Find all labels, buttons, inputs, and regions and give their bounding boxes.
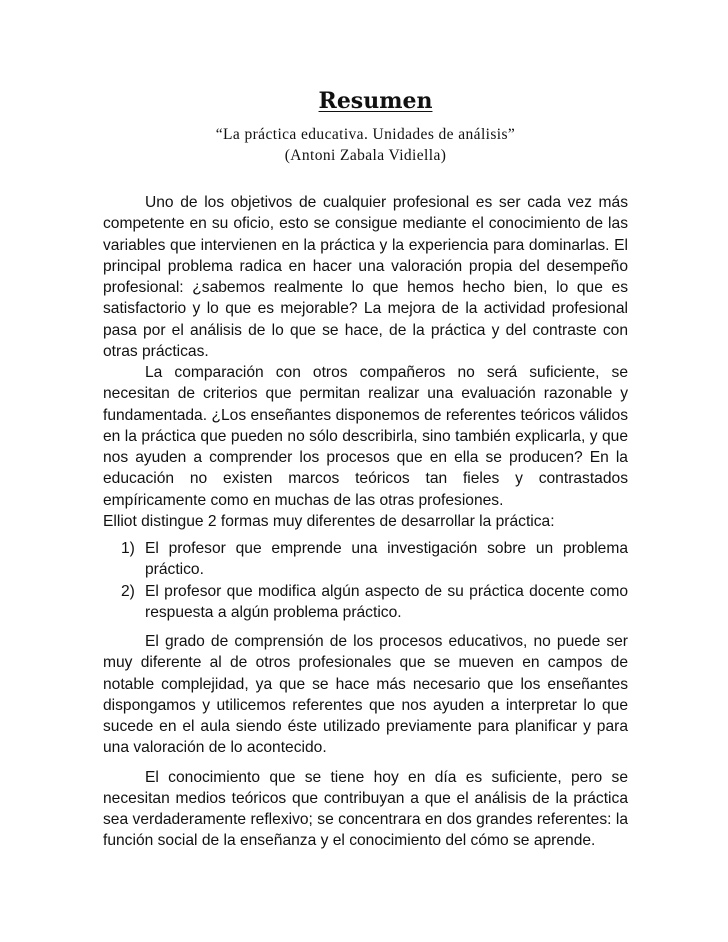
document-subtitle-author: (Antoni Zabala Vidiella) [284,147,447,164]
list-item-text: El profesor que emprende una investigación sobre un problema práctico. [145,540,628,579]
list-item-number: 1) [121,540,135,557]
paragraph-knowledge: El conocimiento que se tiene hoy en día es suficiente, pero se necesitan medios teóricos que contribuyan a que el análisis de la práctica sea verdaderamente reflexivo; se concentrara en dos grandes referentes: la función social de la enseñanza y el conocimiento del cómo se aprende. [103,768,628,850]
list-item-text: El profesor que modifica algún aspecto de su práctica docente como respuesta a algún problema práctico. [145,582,628,621]
paragraph-comparison: La comparación con otros compañeros no será suficiente, se necesitan de criterios que permitan realizar una evaluación razonable y fundamentada. ¿Los enseñantes disponemos de referentes teóricos válidos en la práctica que pueden no sólo describirla, sino también explicarla, y que nos ayuden a comprender los procesos que en ella se producen? En la educación no existen marcos teóricos tan fieles y contrastados empíricamente como en muchas de las otras profesiones. [103,364,628,509]
document-title: Resumen [318,88,433,114]
paragraph-elliot: Elliot distingue 2 formas muy diferentes de desarrollar la práctica: [103,512,555,530]
document-page [103,86,628,852]
practice-forms-list [103,538,628,623]
list-item [103,538,628,581]
document-subtitle-work: “La práctica educativa. Unidades de análisis” [215,126,516,143]
list-item [103,581,628,624]
list-item-number: 2) [121,582,135,600]
paragraph-comprehension: El grado de comprensión de los procesos educativos, no puede ser muy diferente al de otros profesionales que se mueven en campos de notable complejidad, ya que se hace más necesario que los enseñantes dispongamos y utilicemos referentes que nos ayuden a interpretar lo que sucede en el aula siendo éste utilizado previamente para planificar y para una valoración de lo acontecido. [103,633,628,757]
paragraph-objectives: Uno de los objetivos de cualquier profesional es ser cada vez más competente en su oficio, esto se consigue mediante el conocimiento de las variables que intervienen en la práctica y la experiencia para dominarlas. El principal problema radica en hacer una valoración propia del desempeño profesional: ¿sabemos realmente lo que hemos hecho bien, lo que es satisfactorio y lo que es mejorable? La mejora de la actividad profesional pasa por el análisis de lo que se hace, de la práctica y del contraste con otras prácticas. [103,194,628,360]
